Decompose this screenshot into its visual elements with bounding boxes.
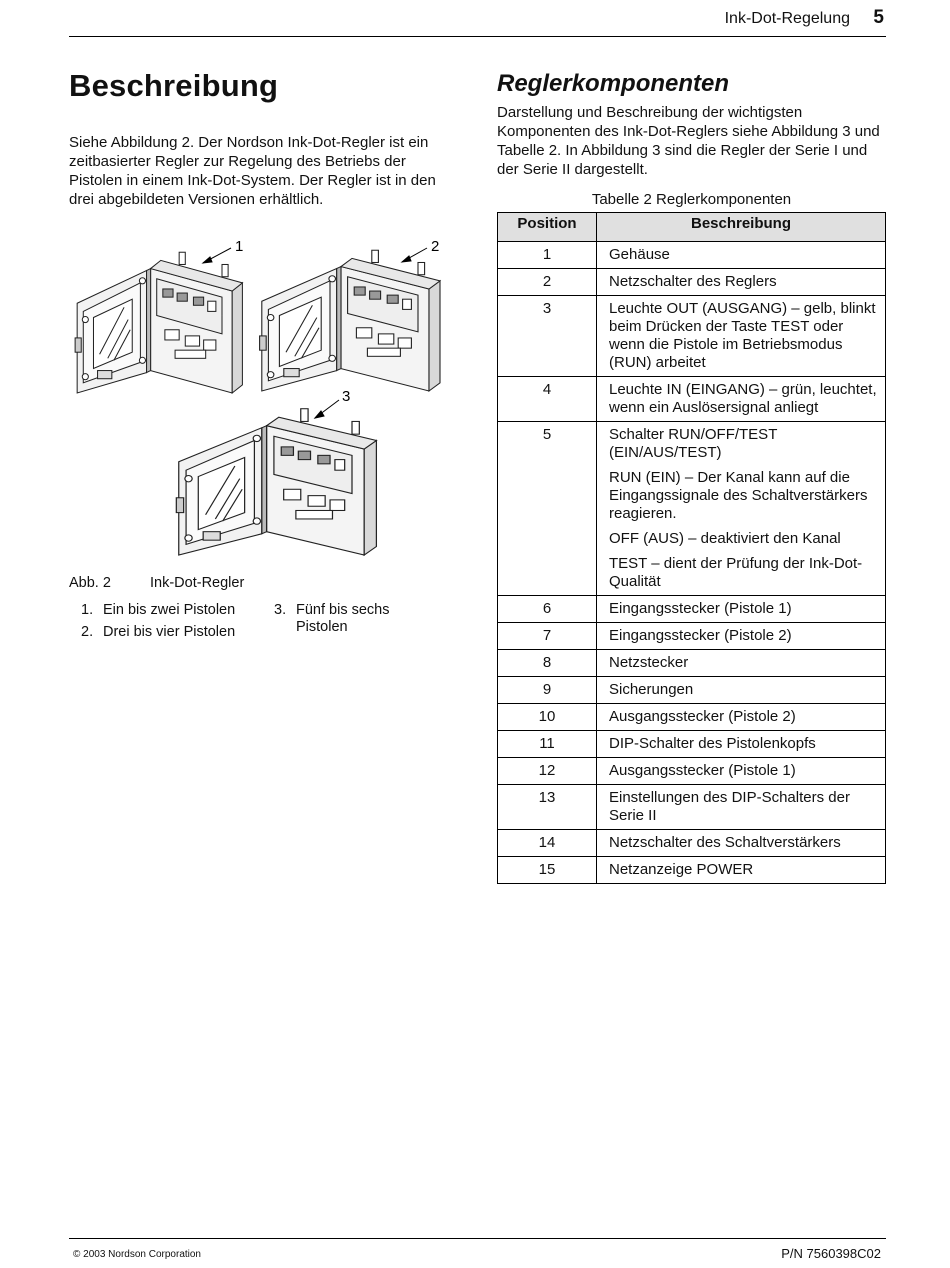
- position-cell: 15: [498, 857, 597, 884]
- callout-3: 3: [342, 388, 351, 405]
- controller-1-drawing: [75, 252, 242, 393]
- controller-2-drawing: [260, 250, 440, 391]
- position-cell: 12: [498, 758, 597, 785]
- description-cell: [597, 650, 886, 677]
- position-cell: 7: [498, 623, 597, 650]
- description-text: RUN (EIN) – Der Kanal kann auf die Eingangssignale des Schaltverstärkers reagieren.: [609, 469, 868, 522]
- table-row: [498, 269, 886, 296]
- description-cell: [597, 830, 886, 857]
- description-cell: [597, 731, 886, 758]
- page-footer: [69, 1238, 886, 1261]
- description-text: Eingangsstecker (Pistole 2): [609, 627, 792, 644]
- callout-1: 1: [235, 238, 244, 255]
- table-caption: Tabelle 2 Reglerkomponenten: [591, 191, 792, 208]
- description-text: OFF (AUS) – deaktiviert den Kanal: [609, 530, 841, 547]
- description-text: TEST – dient der Prüfung der Ink-Dot-Qualität: [609, 555, 863, 590]
- components-table: [497, 212, 886, 884]
- description-text: Leuchte IN (EINGANG) – grün, leuchtet, wenn ein Auslösersignal anliegt: [609, 381, 877, 416]
- position-cell: 4: [498, 377, 597, 422]
- table-row: [498, 677, 886, 704]
- description-cell: [597, 857, 886, 884]
- controller-figure: [69, 232, 461, 562]
- controller-3-drawing: [176, 409, 376, 555]
- callout-2: 2: [431, 238, 440, 255]
- table-row: [498, 596, 886, 623]
- position-cell: 8: [498, 650, 597, 677]
- description-cell: [597, 677, 886, 704]
- table-row: [498, 422, 886, 596]
- section-heading: Beschreibung: [69, 68, 279, 103]
- subsection-heading: Reglerkomponenten: [497, 70, 730, 97]
- column-header-position: Position: [498, 213, 597, 242]
- position-cell: 14: [498, 830, 597, 857]
- controller-illustration: [69, 232, 461, 562]
- position-cell: 10: [498, 704, 597, 731]
- description-cell: [597, 296, 886, 377]
- table-row: [498, 377, 886, 422]
- description-text: Netzschalter des Schaltverstärkers: [609, 834, 841, 851]
- description-cell: [597, 422, 886, 596]
- table-body: [498, 242, 886, 884]
- page-header: [69, 0, 886, 37]
- table-row: [498, 830, 886, 857]
- table-row: [498, 731, 886, 758]
- table-row: [498, 242, 886, 269]
- table-header-row: [498, 213, 886, 242]
- description-text: Eingangsstecker (Pistole 1): [609, 600, 792, 617]
- intro-paragraph: Siehe Abbildung 2. Der Nordson Ink-Dot-Regler ist ein zeitbasierter Regler zur Regelung des Betriebs der Pistolen in einem Ink-Dot-System. Der Regler ist in den drei abgebildeten Versionen erhältlich.: [69, 134, 436, 208]
- figure-title: Ink-Dot-Regler: [150, 575, 245, 591]
- position-cell: 3: [498, 296, 597, 377]
- table-row: [498, 857, 886, 884]
- position-cell: 1: [498, 242, 597, 269]
- figure-caption: [69, 575, 244, 591]
- description-cell: [597, 704, 886, 731]
- position-cell: 2: [498, 269, 597, 296]
- description-cell: [597, 242, 886, 269]
- table-row: [498, 785, 886, 830]
- position-cell: 9: [498, 677, 597, 704]
- components-intro: Darstellung und Beschreibung der wichtigsten Komponenten des Ink-Dot-Reglers siehe Abbildung 3 und Tabelle 2. In Abbildung 3 sind die Regler der Serie I und der Serie II dargestellt.: [497, 104, 880, 178]
- description-cell: [597, 269, 886, 296]
- description-cell: [597, 377, 886, 422]
- position-cell: 13: [498, 785, 597, 830]
- description-text: Gehäuse: [609, 246, 670, 263]
- figure-number: Abb. 2: [69, 575, 111, 591]
- column-header-description: Beschreibung: [597, 213, 886, 242]
- description-cell: [597, 623, 886, 650]
- description-text: Ausgangsstecker (Pistole 2): [609, 708, 796, 725]
- description-text: Schalter RUN/OFF/TEST (EIN/AUS/TEST): [609, 426, 778, 461]
- description-text: Netzstecker: [609, 654, 689, 671]
- page-number: 5: [873, 7, 884, 28]
- table-row: [498, 758, 886, 785]
- position-cell: 5: [498, 422, 597, 596]
- description-text: Sicherungen: [609, 681, 694, 698]
- description-text: Netzanzeige POWER: [609, 861, 754, 878]
- position-cell: 11: [498, 731, 597, 758]
- table-row: [498, 704, 886, 731]
- description-text: DIP-Schalter des Pistolenkopfs: [609, 735, 816, 752]
- copyright: © 2003 Nordson Corporation: [73, 1249, 201, 1260]
- description-cell: [597, 596, 886, 623]
- description-cell: [597, 758, 886, 785]
- table-row: [498, 296, 886, 377]
- description-text: Ausgangsstecker (Pistole 1): [609, 762, 796, 779]
- description-text: Netzschalter des Reglers: [609, 273, 777, 290]
- description-cell: [597, 785, 886, 830]
- right-column: [497, 70, 886, 884]
- description-text: Leuchte OUT (AUSGANG) – gelb, blinkt beim Drücken der Taste TEST oder wenn die Pistole im Betriebsmodus (RUN) arbeitet: [609, 300, 876, 371]
- description-text: Einstellungen des DIP-Schalters der Serie II: [609, 789, 850, 824]
- table-row: [498, 650, 886, 677]
- position-cell: 6: [498, 596, 597, 623]
- table-row: [498, 623, 886, 650]
- part-number: P/N 7560398C02: [781, 1246, 881, 1261]
- header-title: Ink-Dot-Regelung: [724, 10, 850, 27]
- left-column: [69, 68, 461, 209]
